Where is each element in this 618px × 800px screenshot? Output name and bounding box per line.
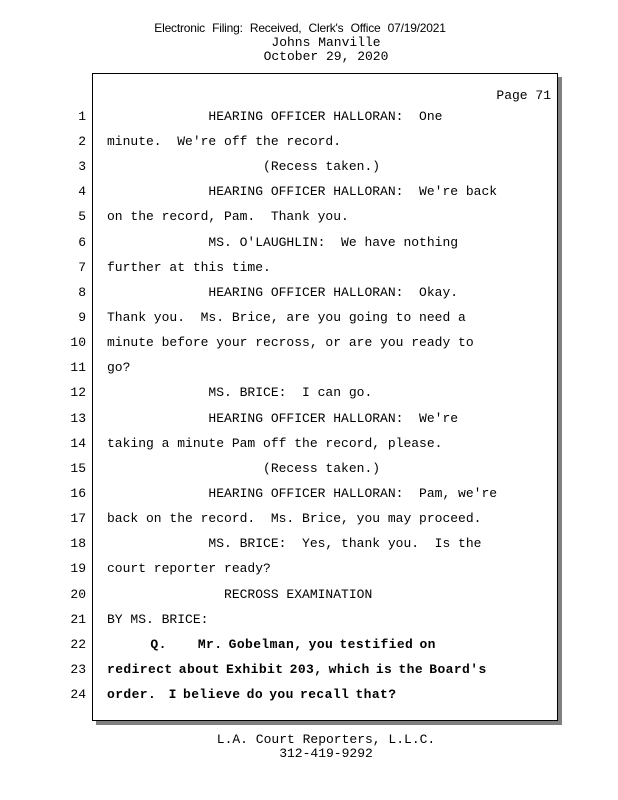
- transcript-line: MS. BRICE: Yes, thank you. Is the: [107, 536, 482, 551]
- transcript-line: go?: [107, 360, 131, 375]
- transcript-line: minute before your recross, or are you ready to: [107, 335, 474, 350]
- line-number: 22: [70, 637, 86, 652]
- line-number: 8: [78, 285, 86, 300]
- transcript-line: minute. We're off the record.: [107, 134, 342, 149]
- footer-phone: 312-419-9292: [279, 746, 373, 761]
- header-date: October 29, 2020: [263, 49, 389, 64]
- transcript-line: (Recess taken.): [107, 159, 381, 174]
- transcript-line: RECROSS EXAMINATION: [107, 587, 373, 602]
- line-number: 1: [78, 109, 86, 124]
- line-number: 17: [70, 511, 86, 526]
- electronic-filing-stamp: Electronic Filing: Received, Clerk's Office 07/19/2021: [154, 21, 446, 35]
- transcript-line: Q. Mr. Gobelman, you testified on: [107, 637, 436, 652]
- line-number: 2: [78, 134, 86, 149]
- line-number: 11: [70, 360, 86, 375]
- page-number: Page 71: [496, 88, 551, 103]
- line-number: 23: [70, 662, 86, 677]
- line-number: 5: [78, 209, 86, 224]
- transcript-line: taking a minute Pam off the record, please.: [107, 436, 443, 451]
- line-number: 16: [70, 486, 86, 501]
- header-company: Johns Manville: [271, 35, 381, 50]
- transcript-line: HEARING OFFICER HALLORAN: We're back: [107, 184, 498, 199]
- line-number: 15: [70, 461, 86, 476]
- transcript-line: on the record, Pam. Thank you.: [107, 209, 349, 224]
- line-number: 12: [70, 385, 86, 400]
- footer-company: L.A. Court Reporters, L.L.C.: [216, 732, 436, 747]
- transcript-line: HEARING OFFICER HALLORAN: Okay.: [107, 285, 459, 300]
- line-number: 10: [70, 335, 86, 350]
- line-number: 14: [70, 436, 86, 451]
- line-number: 21: [70, 612, 86, 627]
- transcript-line: back on the record. Ms. Brice, you may proceed.: [107, 511, 482, 526]
- line-number: 6: [78, 235, 86, 250]
- transcript-line: HEARING OFFICER HALLORAN: Pam, we're: [107, 486, 498, 501]
- transcript-line: Thank you. Ms. Brice, are you going to need a: [107, 310, 466, 325]
- transcript-line: redirect about Exhibit 203, which is the Board's: [107, 662, 487, 677]
- transcript-line: court reporter ready?: [107, 561, 271, 576]
- transcript-line: MS. O'LAUGHLIN: We have nothing: [107, 235, 459, 250]
- line-number: 9: [78, 310, 86, 325]
- line-number: 13: [70, 411, 86, 426]
- line-number: 3: [78, 159, 86, 174]
- line-number: 7: [78, 260, 86, 275]
- transcript-line: (Recess taken.): [107, 461, 381, 476]
- transcript-line: MS. BRICE: I can go.: [107, 385, 373, 400]
- transcript-line: order. I believe do you recall that?: [107, 687, 397, 702]
- line-number: 20: [70, 587, 86, 602]
- line-number: 4: [78, 184, 86, 199]
- line-number: 19: [70, 561, 86, 576]
- transcript-line: BY MS. BRICE:: [107, 612, 209, 627]
- line-number: 18: [70, 536, 86, 551]
- transcript-line: HEARING OFFICER HALLORAN: We're: [107, 411, 459, 426]
- transcript-line: HEARING OFFICER HALLORAN: One: [107, 109, 443, 124]
- line-number: 24: [70, 687, 86, 702]
- transcript-line: further at this time.: [107, 260, 271, 275]
